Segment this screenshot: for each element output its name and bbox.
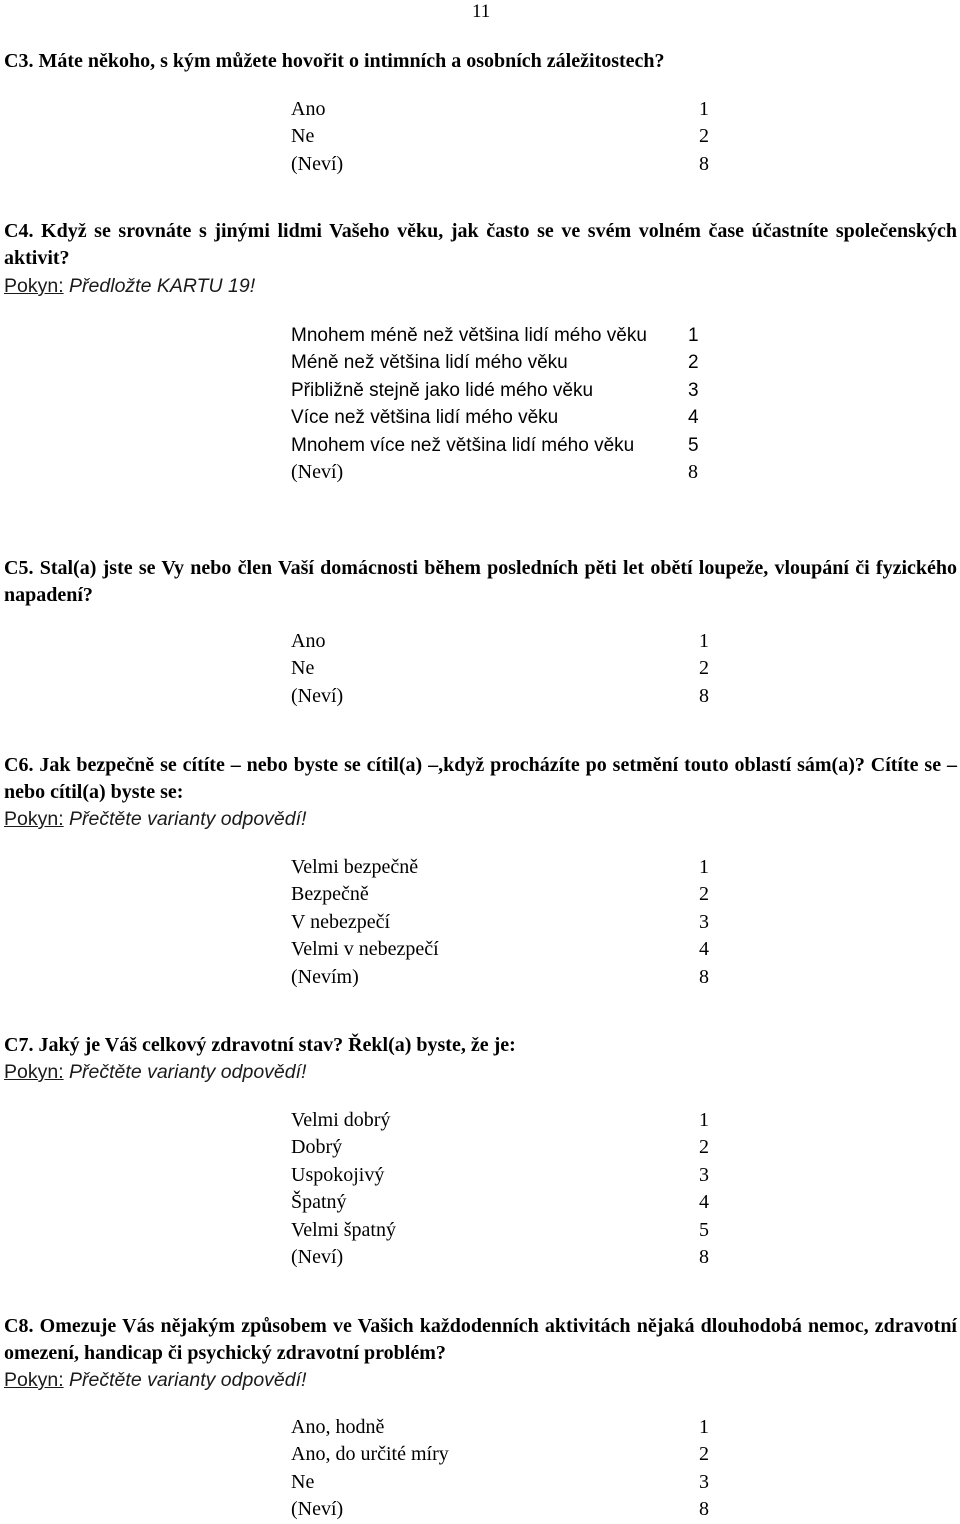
answer-option[interactable] — [291, 655, 729, 682]
option-code: 1 — [699, 856, 709, 878]
answer-option[interactable] — [291, 1469, 729, 1496]
instruction-label: Pokyn: — [4, 1369, 64, 1391]
option-code: 8 — [699, 152, 709, 175]
answer-option[interactable] — [291, 349, 718, 376]
option-code: 2 — [699, 657, 709, 680]
answer-options-c3 — [291, 96, 729, 178]
option-label: Ne — [291, 1470, 315, 1493]
option-label: (Neví) — [291, 461, 344, 484]
answer-option[interactable] — [291, 964, 729, 991]
question-c8 — [4, 1313, 957, 1367]
instruction-label: Pokyn: — [4, 808, 64, 830]
question-text: Máte někoho, s kým můžete hovořit o intimních a osobních záležitostech? — [38, 50, 665, 72]
answer-options-c5 — [291, 628, 729, 710]
option-code: 2 — [699, 1136, 709, 1159]
option-code: 8 — [699, 1246, 709, 1269]
option-code: 1 — [699, 98, 709, 120]
question-text: Jak bezpečně se cítíte – nebo byste se cítil(a) –,když procházíte po setmění touto oblastí sám(a)? Cítíte se – nebo cítil(a) byste se: — [4, 754, 958, 803]
option-label: Méně než většina lidí mého věku — [291, 352, 568, 374]
answer-options-c6 — [291, 854, 729, 991]
option-code: 1 — [699, 1416, 709, 1438]
instruction-text: Předložte KARTU 19! — [69, 275, 256, 297]
answer-option[interactable] — [291, 459, 718, 486]
option-code: 3 — [699, 1163, 709, 1186]
answer-option[interactable] — [291, 1107, 729, 1134]
option-code: 3 — [699, 910, 709, 933]
option-label: (Neví) — [291, 1498, 344, 1521]
answer-option[interactable] — [291, 1441, 729, 1468]
option-label: Velmi špatný — [291, 1218, 396, 1241]
question-code: C7. — [4, 1034, 34, 1056]
answer-option[interactable] — [291, 96, 729, 123]
option-label: Mnohem více než většina lidí mého věku — [291, 434, 635, 456]
option-label: Ne — [291, 657, 315, 680]
option-code: 2 — [699, 1443, 709, 1466]
option-label: Ano, do určité míry — [291, 1443, 449, 1466]
option-code: 5 — [699, 1218, 709, 1241]
option-code: 1 — [688, 325, 699, 346]
question-c5 — [4, 555, 957, 609]
instruction-c4 — [4, 273, 255, 300]
option-code: 4 — [699, 1191, 709, 1214]
answer-option[interactable] — [291, 322, 718, 349]
question-text: Stal(a) jste se Vy nebo člen Vaší domácnosti během posledních pěti let obětí loupeže, vloupání či fyzického napadení? — [4, 557, 958, 606]
option-label: Více než většina lidí mého věku — [291, 407, 559, 429]
instruction-text: Přečtěte varianty odpovědí! — [69, 1061, 307, 1083]
question-c4 — [4, 218, 957, 272]
option-label: Velmi v nebezpečí — [291, 938, 439, 961]
option-code: 2 — [699, 125, 709, 148]
option-code: 3 — [699, 1470, 709, 1493]
option-label: V nebezpečí — [291, 910, 391, 933]
answer-option[interactable] — [291, 1414, 729, 1441]
question-code: C8. — [4, 1315, 34, 1337]
question-code: C3. — [4, 50, 34, 72]
option-label: Velmi bezpečně — [291, 856, 419, 878]
option-label: Uspokojivý — [291, 1163, 385, 1186]
answer-option[interactable] — [291, 683, 729, 710]
option-label: Ano — [291, 98, 326, 120]
answer-option[interactable] — [291, 1189, 729, 1216]
answer-options-c7 — [291, 1107, 729, 1271]
option-code: 3 — [688, 379, 699, 401]
option-code: 8 — [688, 461, 698, 484]
instruction-label: Pokyn: — [4, 275, 64, 297]
answer-option[interactable] — [291, 1244, 729, 1271]
answer-option[interactable] — [291, 151, 729, 178]
instruction-text: Přečtěte varianty odpovědí! — [69, 1369, 307, 1391]
question-text: Když se srovnáte s jinými lidmi Vašeho věku, jak často se ve svém volném čase účastníte společenských aktivit? — [4, 220, 958, 269]
option-code: 8 — [699, 965, 709, 988]
answer-option[interactable] — [291, 936, 729, 963]
question-c7 — [4, 1032, 957, 1059]
answer-option[interactable] — [291, 377, 718, 404]
instruction-c7 — [4, 1059, 306, 1086]
answer-options-c4 — [291, 322, 718, 486]
answer-option[interactable] — [291, 1217, 729, 1244]
page-number: 11 — [472, 1, 491, 22]
option-code: 2 — [688, 352, 699, 374]
option-label: Špatný — [291, 1191, 347, 1214]
option-label: Přibližně stejně jako lidé mého věku — [291, 379, 594, 401]
question-c6 — [4, 752, 957, 806]
option-code: 5 — [688, 434, 699, 456]
option-label: (Neví) — [291, 152, 344, 175]
option-label: Ne — [291, 125, 315, 148]
option-label: Velmi dobrý — [291, 1109, 391, 1131]
answer-option[interactable] — [291, 123, 729, 150]
instruction-text: Přečtěte varianty odpovědí! — [69, 808, 307, 830]
option-code: 8 — [699, 684, 709, 707]
instruction-c8 — [4, 1367, 306, 1394]
option-code: 4 — [699, 938, 709, 961]
option-code: 2 — [699, 883, 709, 906]
instruction-c6 — [4, 806, 306, 833]
option-code: 8 — [699, 1498, 709, 1521]
question-text: Omezuje Vás nějakým způsobem ve Vašich každodenních aktivitách nějaká dlouhodobá nemoc, zdravotní omezení, handicap či psychický zdravotní problém? — [4, 1315, 957, 1364]
option-label: (Neví) — [291, 684, 344, 707]
question-code: C5. — [4, 557, 34, 579]
answer-option[interactable] — [291, 1134, 729, 1161]
option-code: 1 — [699, 630, 709, 652]
question-code: C6. — [4, 754, 34, 776]
option-code: 1 — [699, 1109, 709, 1131]
option-label: Ano, hodně — [291, 1416, 385, 1438]
option-label: Mnohem méně než většina lidí mého věku — [291, 325, 647, 346]
answer-option[interactable] — [291, 1162, 729, 1189]
answer-option[interactable] — [291, 404, 718, 431]
answer-option[interactable] — [291, 909, 729, 936]
option-code: 4 — [688, 407, 699, 429]
instruction-label: Pokyn: — [4, 1061, 64, 1083]
answer-option[interactable] — [291, 1496, 729, 1523]
option-label: (Neví) — [291, 1246, 344, 1269]
answer-options-c8 — [291, 1414, 729, 1524]
option-label: Bezpečně — [291, 883, 369, 906]
option-label: (Nevím) — [291, 965, 359, 988]
question-c3 — [4, 48, 957, 75]
question-code: C4. — [4, 220, 34, 242]
answer-option[interactable] — [291, 432, 718, 459]
question-text: Jaký je Váš celkový zdravotní stav? Řekl(a) byste, že je: — [38, 1034, 516, 1056]
answer-option[interactable] — [291, 628, 729, 655]
answer-option[interactable] — [291, 881, 729, 908]
option-label: Ano — [291, 630, 326, 652]
option-label: Dobrý — [291, 1136, 343, 1159]
answer-option[interactable] — [291, 854, 729, 881]
